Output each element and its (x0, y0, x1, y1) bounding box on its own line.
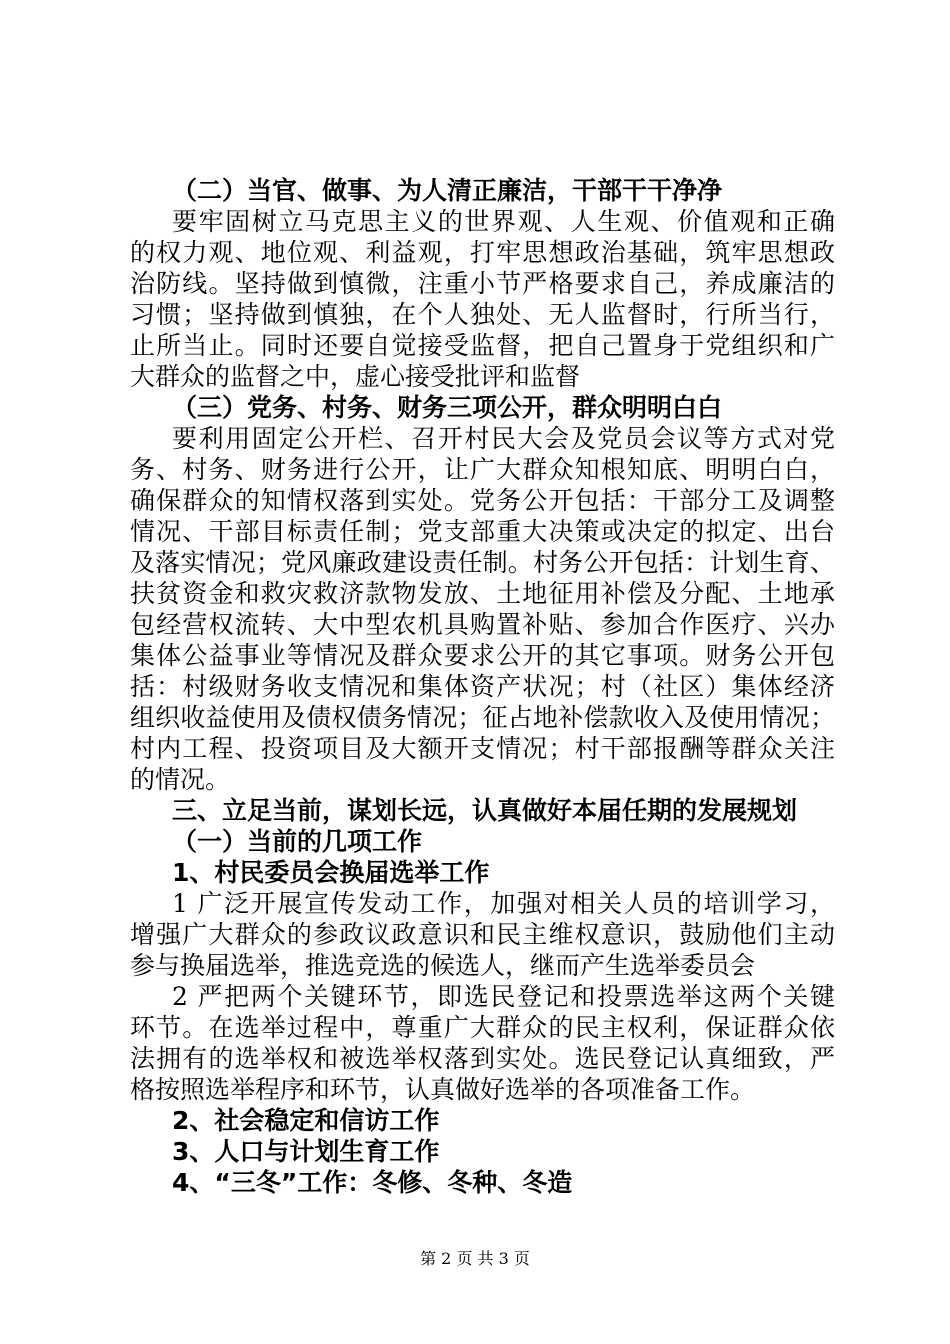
paragraph-line: 扶贫资金和救灾救济款物发放、土地征用补偿及分配、土地承 (130, 579, 835, 608)
document-body (130, 175, 835, 1198)
paragraph-line: 法拥有的选举权和被选举权落到实处。选民登记认真细致，严 (130, 1044, 835, 1073)
paragraph-line: 增强广大群众的参政议政意识和民主维权意识，鼓励他们主动 (130, 920, 835, 949)
paragraph-line: 组织收益使用及债权债务情况；征占地补偿款收入及使用情况； (130, 703, 835, 732)
heading-line: 2、社会稳定和信访工作 (172, 1106, 440, 1135)
paragraph-line: 村内工程、投资项目及大额开支情况；村干部报酬等群众关注 (130, 734, 835, 763)
paragraph-line: 确保群众的知情权落到实处。党务公开包括：干部分工及调整 (130, 486, 835, 515)
paragraph-line: 环节。在选举过程中，尊重广大群众的民主权利，保证群众依 (130, 1013, 835, 1042)
heading-line: 3、人口与计划生育工作 (172, 1137, 440, 1166)
paragraph-line: 的情况。 (130, 765, 231, 794)
heading-line: （三）党务、村务、财务三项公开，群众明明白白 (172, 393, 723, 422)
paragraph-line: 要利用固定公开栏、召开村民大会及党员会议等方式对党 (172, 424, 835, 453)
paragraph-line: 习惯；坚持做到慎独，在个人独处、无人监督时，行所当行， (130, 300, 835, 329)
paragraph-line: 务、村务、财务进行公开，让广大群众知根知底、明明白白， (130, 455, 835, 484)
page-footer: 第 2 页 共 3 页 (420, 1249, 530, 1268)
paragraph-line: 治防线。坚持做到慎微，注重小节严格要求自己，养成廉洁的 (130, 269, 835, 298)
paragraph-line: 大群众的监督之中，虚心接受批评和监督 (130, 362, 581, 391)
paragraph-line: 情况、干部目标责任制；党支部重大决策或决定的拟定、出台 (130, 517, 835, 546)
paragraph-line: 要牢固树立马克思主义的世界观、人生观、价值观和正确 (172, 207, 835, 236)
heading-line: 三、立足当前，谋划长远，认真做好本届任期的发展规划 (172, 796, 798, 825)
paragraph-line: 1 广泛开展宣传发动工作，加强对相关人员的培训学习， (172, 889, 835, 918)
heading-line: 1、村民委员会换届选举工作 (172, 858, 490, 887)
heading-line: （一）当前的几项工作 (172, 827, 423, 856)
paragraph-line: 参与换届选举，推选竞选的候选人，继而产生选举委员会 (130, 951, 756, 980)
paragraph-line: 的权力观、地位观、利益观，打牢思想政治基础，筑牢思想政 (130, 238, 835, 267)
paragraph-line: 包经营权流转、大中型农机具购置补贴、参加合作医疗、兴办 (130, 610, 835, 639)
paragraph-line: 格按照选举程序和环节，认真做好选举的各项准备工作。 (130, 1075, 756, 1104)
heading-line: （二）当官、做事、为人清正廉洁，干部干干净净 (172, 176, 723, 205)
paragraph-line: 2 严把两个关键环节，即选民登记和投票选举这两个关键 (172, 982, 835, 1011)
paragraph-line: 集体公益事业等情况及群众要求公开的其它事项。财务公开包 (130, 641, 835, 670)
paragraph-line: 括：村级财务收支情况和集体资产状况；村（社区）集体经济 (130, 672, 835, 701)
heading-line: 4、“三冬”工作：冬修、冬种、冬造 (172, 1168, 573, 1197)
paragraph-line: 及落实情况；党风廉政建设责任制。村务公开包括：计划生育、 (130, 548, 835, 577)
paragraph-line: 止所当止。同时还要自觉接受监督，把自己置身于党组织和广 (130, 331, 835, 360)
